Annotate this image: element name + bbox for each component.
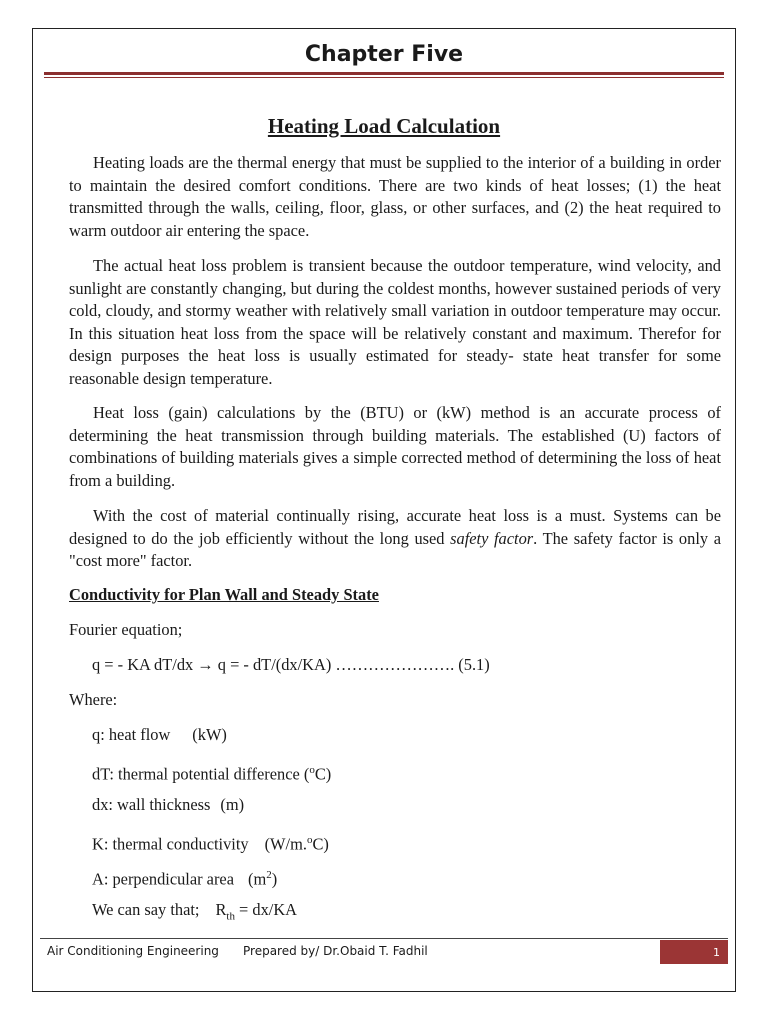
variable-dt xyxy=(92,759,331,786)
variable-k xyxy=(92,829,329,856)
fourier-label: Fourier equation; xyxy=(69,620,183,639)
variable-q-name: q: heat flow xyxy=(92,725,171,744)
subheading-conductivity: Conductivity for Plan Wall and Steady State xyxy=(69,585,379,604)
safety-text-before: With the cost of material continually rising, accurate heat loss is a must. Systems can be designed to do the job efficiently without the long used xyxy=(69,506,721,548)
variable-dx-unit: (m) xyxy=(220,795,245,814)
section-title: Heating Load Calculation xyxy=(267,114,501,138)
paragraph-calculation-method: Heat loss (gain) calculations by the (BTU) or (kW) method is an accurate process of determining the heat transmission through building materials. The established (U) factors of combinations of building materials gives a simple corrected method of determining the loss of heat from a building. xyxy=(69,403,721,490)
footer-author: Prepared by/ Dr.Obaid T. Fadhil xyxy=(243,944,428,958)
resistance-formula: = dx/KA xyxy=(234,900,298,919)
paragraph-heating-loads: Heating loads are the thermal energy that must be supplied to the interior of a building in order to maintain the desired comfort conditions. There are two kinds of heat losses; (1) the heat transmitted through the walls, ceiling, floor, glass, or other surfaces, and (2) the heat required to warm outdoor air entering the space. xyxy=(69,153,721,240)
variable-q xyxy=(92,724,227,747)
variable-k-name: K: thermal conductivity xyxy=(92,834,249,854)
where-label: Where: xyxy=(69,690,118,709)
chapter-title: Chapter Five xyxy=(304,42,464,67)
safety-text-after: . The safety factor is only a "cost more" factor. xyxy=(69,528,721,571)
paragraph-safety-factor xyxy=(69,505,721,573)
variable-a-exponent: 2 xyxy=(266,869,272,881)
resistance-statement xyxy=(92,899,297,928)
header-rule-thick xyxy=(44,72,724,75)
variable-q-unit: (kW) xyxy=(192,725,227,744)
variable-a-unit-pre: (m xyxy=(247,869,267,889)
body-content xyxy=(69,152,721,922)
footer-rule xyxy=(40,938,728,939)
resistance-lead: We can say that; xyxy=(92,900,200,919)
resistance-symbol: R xyxy=(215,900,227,919)
variable-k-unit-post: C) xyxy=(312,834,329,854)
variable-dx-name: dx: wall thickness xyxy=(92,795,211,814)
paragraph-transient: The actual heat loss problem is transient because the outdoor temperature, wind velocity, and sunlight are constantly changing, but during the coldest months, however sustained periods of very cold, cloudy, and stormy weather with relatively small variation in outdoor temperature may occur. In this situation heat loss from the space will be relatively constant and maximum. Therefor for design purposes the heat loss is usually estimated for steady- state heat transfer for some reasonable design temperature. xyxy=(69,256,721,388)
resistance-subscript: th xyxy=(226,910,235,923)
variable-k-degree: o xyxy=(306,834,313,846)
variable-dt-unit-post: C) xyxy=(314,764,332,784)
variable-k-unit-pre: (W/m. xyxy=(264,834,307,854)
fourier-equation: q = - KA dT/dx → q = - dT/(dx/KA) …………………. (5.1) xyxy=(92,655,490,674)
variable-dt-name: dT: thermal potential difference xyxy=(92,764,300,784)
page-number: 1 xyxy=(713,945,720,959)
safety-factor-emphasis: safety factor xyxy=(450,528,534,548)
page-number-badge xyxy=(660,940,728,964)
variable-a-unit-post: ) xyxy=(271,869,278,889)
variable-dt-degree: o xyxy=(309,764,315,776)
variable-dt-unit-pre: ( xyxy=(303,764,310,784)
variable-a-name: A: perpendicular area xyxy=(92,869,234,889)
footer-course: Air Conditioning Engineering xyxy=(47,944,219,958)
variable-dx xyxy=(92,794,244,817)
variable-a xyxy=(92,864,277,891)
header-rule-thin xyxy=(44,77,724,78)
